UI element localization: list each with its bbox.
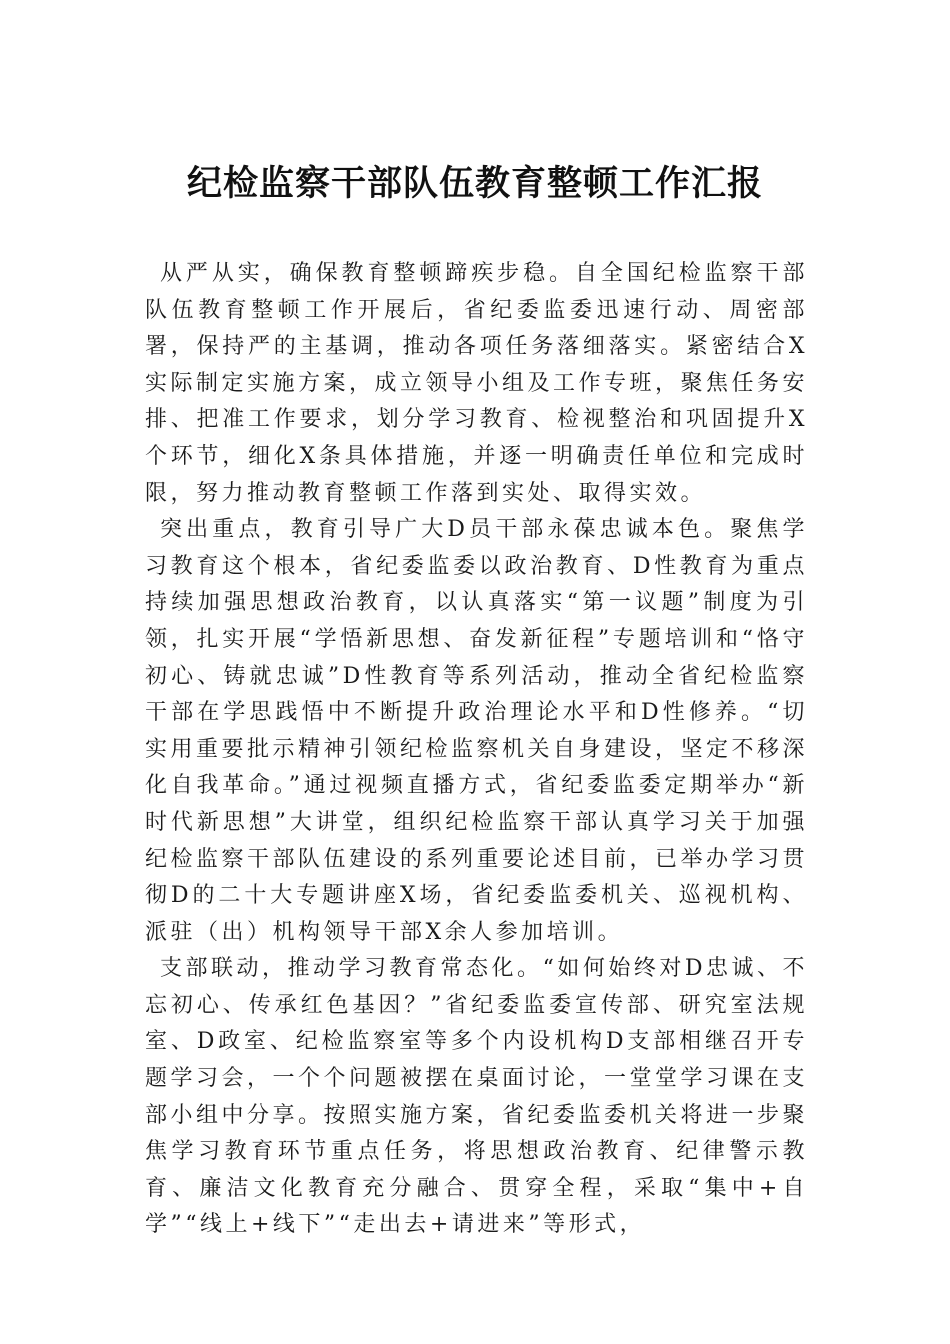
- paragraph-1: 从严从实，确保教育整顿蹄疾步稳。自全国纪检监察干部队伍教育整顿工作开展后，省纪委监委迅速行动、周密部署，保持严的主基调，推动各项任务落细落实。紧密结合X实际制定实施方案，成立领导小组及工作专班，聚焦任务安排、把准工作要求，划分学习教育、检视整治和巩固提升X个环节，细化X条具体措施，并逐一明确责任单位和完成时限，努力推动教育整顿工作落到实处、取得实效。: [145, 261, 809, 506]
- paragraph-2: 突出重点，教育引导广大D员干部永葆忠诚本色。聚焦学习教育这个根本，省纪委监委以政治教育、D性教育为重点持续加强思想政治教育，以认真落实“第一议题”制度为引领，扎实开展“学悟新思想、奋发新征程”专题培训和“恪守初心、铸就忠诚”D性教育等系列活动，推动全省纪检监察干部在学思践悟中不断提升政治理论水平和D性修养。“切实用重要批示精神引领纪检监察机关自身建设，坚定不移深化自我革命。”通过视频直播方式，省纪委监委定期举办“新时代新思想”大讲堂，组织纪检监察干部认真学习关于加强纪检监察干部队伍建设的系列重要论述目前，已举办学习贯彻D的二十大专题讲座X场，省纪委监委机关、巡视机构、派驻（出）机构领导干部X余人参加培训。: [145, 517, 809, 945]
- paragraph-3: 支部联动，推动学习教育常态化。“如何始终对D忠诚、不忘初心、传承红色基因？”省纪委监委宣传部、研究室法规室、D政室、纪检监察室等多个内设机构D支部相继召开专题学习会，一个个问题被摆在桌面讨论，一堂堂学习课在支部小组中分享。按照实施方案，省纪委监委机关将进一步聚焦学习教育环节重点任务，将思想政治教育、纪律警示教育、廉洁文化教育充分融合、贯穿全程，采取“集中+自学”“线上+线下”“走出去+请进来”等形式，: [145, 956, 809, 1238]
- document-title: 纪检监察干部队伍教育整顿工作汇报: [186, 163, 763, 204]
- document-body: [145, 256, 808, 1244]
